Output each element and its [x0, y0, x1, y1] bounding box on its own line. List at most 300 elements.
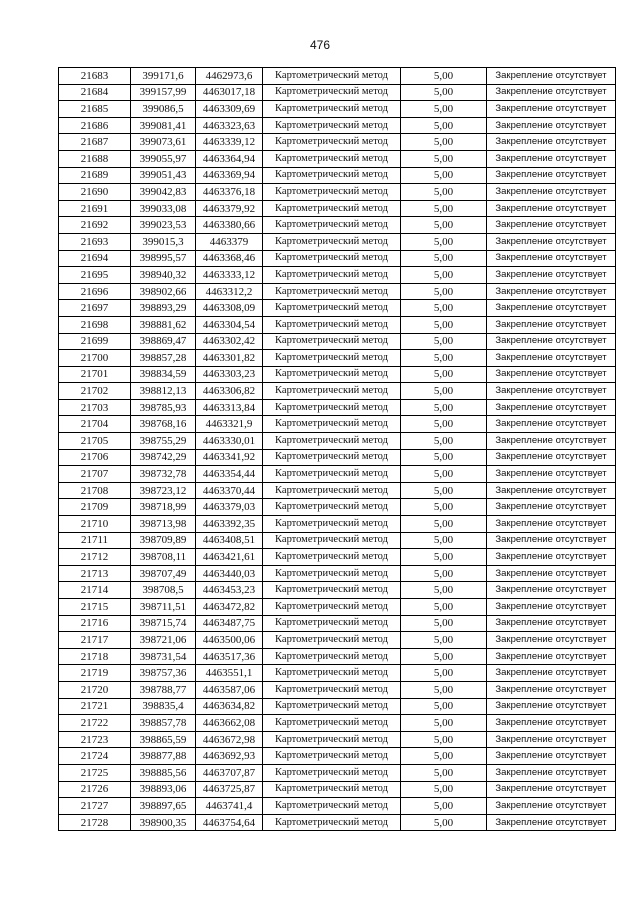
- fixation-cell: Закрепление отсутствует: [487, 599, 616, 616]
- x-coordinate-cell: 398834,59: [131, 366, 196, 383]
- point-number-cell: 21722: [59, 715, 131, 732]
- y-coordinate-cell: 4463313,84: [196, 399, 263, 416]
- fixation-cell: Закрепление отсутствует: [487, 549, 616, 566]
- y-coordinate-cell: 4463725,87: [196, 781, 263, 798]
- table-row: [59, 333, 616, 350]
- accuracy-cell: 5,00: [401, 333, 487, 350]
- point-number-cell: 21695: [59, 267, 131, 284]
- point-number-cell: 21687: [59, 134, 131, 151]
- fixation-cell: Закрепление отсутствует: [487, 798, 616, 815]
- y-coordinate-cell: 4463379,92: [196, 200, 263, 217]
- accuracy-cell: 5,00: [401, 267, 487, 284]
- method-cell: Картометрический метод: [263, 134, 401, 151]
- accuracy-cell: 5,00: [401, 217, 487, 234]
- table-row: [59, 449, 616, 466]
- fixation-cell: Закрепление отсутствует: [487, 84, 616, 101]
- method-cell: Картометрический метод: [263, 615, 401, 632]
- method-cell: Картометрический метод: [263, 549, 401, 566]
- accuracy-cell: 5,00: [401, 68, 487, 85]
- fixation-cell: Закрепление отсутствует: [487, 748, 616, 765]
- point-number-cell: 21709: [59, 499, 131, 516]
- method-cell: Картометрический метод: [263, 217, 401, 234]
- point-number-cell: 21691: [59, 200, 131, 217]
- fixation-cell: Закрепление отсутствует: [487, 516, 616, 533]
- method-cell: Картометрический метод: [263, 333, 401, 350]
- y-coordinate-cell: 4463323,63: [196, 117, 263, 134]
- method-cell: Картометрический метод: [263, 532, 401, 549]
- x-coordinate-cell: 398881,62: [131, 316, 196, 333]
- point-number-cell: 21727: [59, 798, 131, 815]
- point-number-cell: 21712: [59, 549, 131, 566]
- accuracy-cell: 5,00: [401, 698, 487, 715]
- accuracy-cell: 5,00: [401, 814, 487, 831]
- table-row: [59, 632, 616, 649]
- fixation-cell: Закрепление отсутствует: [487, 300, 616, 317]
- accuracy-cell: 5,00: [401, 167, 487, 184]
- x-coordinate-cell: 398900,35: [131, 814, 196, 831]
- fixation-cell: Закрепление отсутствует: [487, 134, 616, 151]
- y-coordinate-cell: 4463380,66: [196, 217, 263, 234]
- fixation-cell: Закрепление отсутствует: [487, 449, 616, 466]
- x-coordinate-cell: 398857,78: [131, 715, 196, 732]
- table-row: [59, 150, 616, 167]
- x-coordinate-cell: 398768,16: [131, 416, 196, 433]
- point-number-cell: 21717: [59, 632, 131, 649]
- point-number-cell: 21721: [59, 698, 131, 715]
- accuracy-cell: 5,00: [401, 731, 487, 748]
- table-row: [59, 167, 616, 184]
- method-cell: Картометрический метод: [263, 101, 401, 118]
- method-cell: Картометрический метод: [263, 184, 401, 201]
- table-row: [59, 549, 616, 566]
- method-cell: Картометрический метод: [263, 665, 401, 682]
- point-number-cell: 21692: [59, 217, 131, 234]
- point-number-cell: 21689: [59, 167, 131, 184]
- x-coordinate-cell: 398893,06: [131, 781, 196, 798]
- method-cell: Картометрический метод: [263, 632, 401, 649]
- method-cell: Картометрический метод: [263, 350, 401, 367]
- point-number-cell: 21696: [59, 283, 131, 300]
- table-row: [59, 267, 616, 284]
- method-cell: Картометрический метод: [263, 731, 401, 748]
- table-row: [59, 615, 616, 632]
- fixation-cell: Закрепление отсутствует: [487, 681, 616, 698]
- table-row: [59, 748, 616, 765]
- fixation-cell: Закрепление отсутствует: [487, 200, 616, 217]
- accuracy-cell: 5,00: [401, 150, 487, 167]
- accuracy-cell: 5,00: [401, 416, 487, 433]
- x-coordinate-cell: 399051,43: [131, 167, 196, 184]
- method-cell: Картометрический метод: [263, 84, 401, 101]
- point-number-cell: 21694: [59, 250, 131, 267]
- y-coordinate-cell: 4463369,94: [196, 167, 263, 184]
- fixation-cell: Закрепление отсутствует: [487, 217, 616, 234]
- x-coordinate-cell: 398940,32: [131, 267, 196, 284]
- x-coordinate-cell: 399055,97: [131, 150, 196, 167]
- x-coordinate-cell: 399171,6: [131, 68, 196, 85]
- x-coordinate-cell: 398713,98: [131, 516, 196, 533]
- x-coordinate-cell: 398788,77: [131, 681, 196, 698]
- accuracy-cell: 5,00: [401, 615, 487, 632]
- fixation-cell: Закрепление отсутствует: [487, 466, 616, 483]
- method-cell: Картометрический метод: [263, 150, 401, 167]
- fixation-cell: Закрепление отсутствует: [487, 482, 616, 499]
- y-coordinate-cell: 4463304,54: [196, 316, 263, 333]
- method-cell: Картометрический метод: [263, 582, 401, 599]
- fixation-cell: Закрепление отсутствует: [487, 565, 616, 582]
- method-cell: Картометрический метод: [263, 250, 401, 267]
- y-coordinate-cell: 4463392,35: [196, 516, 263, 533]
- x-coordinate-cell: 398755,29: [131, 433, 196, 450]
- accuracy-cell: 5,00: [401, 84, 487, 101]
- y-coordinate-cell: 4462973,6: [196, 68, 263, 85]
- table-row: [59, 781, 616, 798]
- x-coordinate-cell: 398902,66: [131, 283, 196, 300]
- accuracy-cell: 5,00: [401, 283, 487, 300]
- accuracy-cell: 5,00: [401, 632, 487, 649]
- y-coordinate-cell: 4463376,18: [196, 184, 263, 201]
- accuracy-cell: 5,00: [401, 715, 487, 732]
- table-row: [59, 715, 616, 732]
- accuracy-cell: 5,00: [401, 316, 487, 333]
- fixation-cell: Закрепление отсутствует: [487, 715, 616, 732]
- x-coordinate-cell: 398709,89: [131, 532, 196, 549]
- table-row: [59, 250, 616, 267]
- table-row: [59, 466, 616, 483]
- x-coordinate-cell: 398757,36: [131, 665, 196, 682]
- method-cell: Картометрический метод: [263, 283, 401, 300]
- x-coordinate-cell: 398865,59: [131, 731, 196, 748]
- accuracy-cell: 5,00: [401, 350, 487, 367]
- x-coordinate-cell: 399073,61: [131, 134, 196, 151]
- accuracy-cell: 5,00: [401, 582, 487, 599]
- method-cell: Картометрический метод: [263, 715, 401, 732]
- method-cell: Картометрический метод: [263, 698, 401, 715]
- x-coordinate-cell: 398785,93: [131, 399, 196, 416]
- point-number-cell: 21686: [59, 117, 131, 134]
- fixation-cell: Закрепление отсутствует: [487, 117, 616, 134]
- accuracy-cell: 5,00: [401, 383, 487, 400]
- table-row: [59, 117, 616, 134]
- point-number-cell: 21720: [59, 681, 131, 698]
- y-coordinate-cell: 4463303,23: [196, 366, 263, 383]
- point-number-cell: 21713: [59, 565, 131, 582]
- fixation-cell: Закрепление отсутствует: [487, 399, 616, 416]
- x-coordinate-cell: 398812,13: [131, 383, 196, 400]
- y-coordinate-cell: 4463741,4: [196, 798, 263, 815]
- x-coordinate-cell: 398995,57: [131, 250, 196, 267]
- x-coordinate-cell: 398742,29: [131, 449, 196, 466]
- table-row: [59, 565, 616, 582]
- fixation-cell: Закрепление отсутствует: [487, 233, 616, 250]
- table-row: [59, 200, 616, 217]
- y-coordinate-cell: 4463500,06: [196, 632, 263, 649]
- page-number: 476: [309, 38, 331, 52]
- y-coordinate-cell: 4463440,03: [196, 565, 263, 582]
- y-coordinate-cell: 4463453,23: [196, 582, 263, 599]
- accuracy-cell: 5,00: [401, 134, 487, 151]
- point-number-cell: 21726: [59, 781, 131, 798]
- point-number-cell: 21698: [59, 316, 131, 333]
- table-row: [59, 599, 616, 616]
- y-coordinate-cell: 4463587,06: [196, 681, 263, 698]
- method-cell: Картометрический метод: [263, 516, 401, 533]
- y-coordinate-cell: 4463321,9: [196, 416, 263, 433]
- y-coordinate-cell: 4463408,51: [196, 532, 263, 549]
- table-row: [59, 482, 616, 499]
- point-number-cell: 21725: [59, 764, 131, 781]
- y-coordinate-cell: 4463517,36: [196, 648, 263, 665]
- table-row: [59, 433, 616, 450]
- method-cell: Картометрический метод: [263, 233, 401, 250]
- point-number-cell: 21704: [59, 416, 131, 433]
- fixation-cell: Закрепление отсутствует: [487, 68, 616, 85]
- fixation-cell: Закрепление отсутствует: [487, 167, 616, 184]
- table-row: [59, 798, 616, 815]
- table-row: [59, 764, 616, 781]
- point-number-cell: 21699: [59, 333, 131, 350]
- x-coordinate-cell: 398715,74: [131, 615, 196, 632]
- x-coordinate-cell: 398732,78: [131, 466, 196, 483]
- coordinates-table: [58, 67, 616, 831]
- y-coordinate-cell: 4463368,46: [196, 250, 263, 267]
- table-row: [59, 184, 616, 201]
- table-row: [59, 84, 616, 101]
- y-coordinate-cell: 4463662,08: [196, 715, 263, 732]
- method-cell: Картометрический метод: [263, 300, 401, 317]
- y-coordinate-cell: 4463308,09: [196, 300, 263, 317]
- table-row: [59, 516, 616, 533]
- x-coordinate-cell: 398869,47: [131, 333, 196, 350]
- fixation-cell: Закрепление отсутствует: [487, 383, 616, 400]
- table-row: [59, 532, 616, 549]
- y-coordinate-cell: 4463333,12: [196, 267, 263, 284]
- x-coordinate-cell: 399157,99: [131, 84, 196, 101]
- fixation-cell: Закрепление отсутствует: [487, 267, 616, 284]
- y-coordinate-cell: 4463672,98: [196, 731, 263, 748]
- y-coordinate-cell: 4463301,82: [196, 350, 263, 367]
- table-row: [59, 283, 616, 300]
- y-coordinate-cell: 4463379: [196, 233, 263, 250]
- fixation-cell: Закрепление отсутствует: [487, 632, 616, 649]
- x-coordinate-cell: 398711,51: [131, 599, 196, 616]
- y-coordinate-cell: 4463339,12: [196, 134, 263, 151]
- point-number-cell: 21702: [59, 383, 131, 400]
- y-coordinate-cell: 4463341,92: [196, 449, 263, 466]
- fixation-cell: Закрепление отсутствует: [487, 150, 616, 167]
- point-number-cell: 21718: [59, 648, 131, 665]
- method-cell: Картометрический метод: [263, 466, 401, 483]
- fixation-cell: Закрепление отсутствует: [487, 665, 616, 682]
- method-cell: Картометрический метод: [263, 399, 401, 416]
- fixation-cell: Закрепление отсутствует: [487, 101, 616, 118]
- x-coordinate-cell: 398877,88: [131, 748, 196, 765]
- point-number-cell: 21706: [59, 449, 131, 466]
- accuracy-cell: 5,00: [401, 499, 487, 516]
- point-number-cell: 21707: [59, 466, 131, 483]
- x-coordinate-cell: 398708,11: [131, 549, 196, 566]
- point-number-cell: 21710: [59, 516, 131, 533]
- fixation-cell: Закрепление отсутствует: [487, 416, 616, 433]
- method-cell: Картометрический метод: [263, 748, 401, 765]
- fixation-cell: Закрепление отсутствует: [487, 350, 616, 367]
- point-number-cell: 21716: [59, 615, 131, 632]
- table-row: [59, 68, 616, 85]
- method-cell: Картометрический метод: [263, 565, 401, 582]
- x-coordinate-cell: 399086,5: [131, 101, 196, 118]
- fixation-cell: Закрепление отсутствует: [487, 532, 616, 549]
- y-coordinate-cell: 4463309,69: [196, 101, 263, 118]
- method-cell: Картометрический метод: [263, 117, 401, 134]
- accuracy-cell: 5,00: [401, 532, 487, 549]
- table-row: [59, 366, 616, 383]
- fixation-cell: Закрепление отсутствует: [487, 250, 616, 267]
- method-cell: Картометрический метод: [263, 814, 401, 831]
- x-coordinate-cell: 398857,28: [131, 350, 196, 367]
- fixation-cell: Закрепление отсутствует: [487, 615, 616, 632]
- x-coordinate-cell: 398885,56: [131, 764, 196, 781]
- table-row: [59, 698, 616, 715]
- y-coordinate-cell: 4463370,44: [196, 482, 263, 499]
- x-coordinate-cell: 399023,53: [131, 217, 196, 234]
- y-coordinate-cell: 4463302,42: [196, 333, 263, 350]
- accuracy-cell: 5,00: [401, 781, 487, 798]
- point-number-cell: 21684: [59, 84, 131, 101]
- accuracy-cell: 5,00: [401, 681, 487, 698]
- point-number-cell: 21719: [59, 665, 131, 682]
- point-number-cell: 21723: [59, 731, 131, 748]
- accuracy-cell: 5,00: [401, 184, 487, 201]
- y-coordinate-cell: 4463754,64: [196, 814, 263, 831]
- accuracy-cell: 5,00: [401, 366, 487, 383]
- y-coordinate-cell: 4463354,44: [196, 466, 263, 483]
- accuracy-cell: 5,00: [401, 599, 487, 616]
- method-cell: Картометрический метод: [263, 764, 401, 781]
- table-row: [59, 731, 616, 748]
- method-cell: Картометрический метод: [263, 599, 401, 616]
- table-row: [59, 134, 616, 151]
- accuracy-cell: 5,00: [401, 516, 487, 533]
- point-number-cell: 21693: [59, 233, 131, 250]
- y-coordinate-cell: 4463421,61: [196, 549, 263, 566]
- x-coordinate-cell: 399015,3: [131, 233, 196, 250]
- method-cell: Картометрический метод: [263, 433, 401, 450]
- x-coordinate-cell: 398707,49: [131, 565, 196, 582]
- y-coordinate-cell: 4463330,01: [196, 433, 263, 450]
- coordinates-table-body: [59, 68, 616, 831]
- point-number-cell: 21683: [59, 68, 131, 85]
- accuracy-cell: 5,00: [401, 648, 487, 665]
- y-coordinate-cell: 4463707,87: [196, 764, 263, 781]
- x-coordinate-cell: 398718,99: [131, 499, 196, 516]
- x-coordinate-cell: 398731,54: [131, 648, 196, 665]
- table-row: [59, 383, 616, 400]
- point-number-cell: 21690: [59, 184, 131, 201]
- x-coordinate-cell: 398893,29: [131, 300, 196, 317]
- point-number-cell: 21711: [59, 532, 131, 549]
- fixation-cell: Закрепление отсутствует: [487, 582, 616, 599]
- method-cell: Картометрический метод: [263, 383, 401, 400]
- point-number-cell: 21705: [59, 433, 131, 450]
- fixation-cell: Закрепление отсутствует: [487, 333, 616, 350]
- method-cell: Картометрический метод: [263, 416, 401, 433]
- fixation-cell: Закрепление отсутствует: [487, 814, 616, 831]
- method-cell: Картометрический метод: [263, 267, 401, 284]
- y-coordinate-cell: 4463487,75: [196, 615, 263, 632]
- table-row: [59, 648, 616, 665]
- accuracy-cell: 5,00: [401, 101, 487, 118]
- accuracy-cell: 5,00: [401, 250, 487, 267]
- accuracy-cell: 5,00: [401, 665, 487, 682]
- fixation-cell: Закрепление отсутствует: [487, 433, 616, 450]
- fixation-cell: Закрепление отсутствует: [487, 781, 616, 798]
- x-coordinate-cell: 398708,5: [131, 582, 196, 599]
- y-coordinate-cell: 4463017,18: [196, 84, 263, 101]
- accuracy-cell: 5,00: [401, 117, 487, 134]
- table-row: [59, 316, 616, 333]
- accuracy-cell: 5,00: [401, 399, 487, 416]
- table-row: [59, 101, 616, 118]
- fixation-cell: Закрепление отсутствует: [487, 283, 616, 300]
- table-row: [59, 814, 616, 831]
- x-coordinate-cell: 398897,65: [131, 798, 196, 815]
- y-coordinate-cell: 4463551,1: [196, 665, 263, 682]
- point-number-cell: 21688: [59, 150, 131, 167]
- y-coordinate-cell: 4463306,82: [196, 383, 263, 400]
- method-cell: Картометрический метод: [263, 681, 401, 698]
- point-number-cell: 21714: [59, 582, 131, 599]
- point-number-cell: 21685: [59, 101, 131, 118]
- table-row: [59, 582, 616, 599]
- method-cell: Картометрический метод: [263, 68, 401, 85]
- table-row: [59, 399, 616, 416]
- x-coordinate-cell: 399042,83: [131, 184, 196, 201]
- accuracy-cell: 5,00: [401, 233, 487, 250]
- method-cell: Картометрический метод: [263, 366, 401, 383]
- accuracy-cell: 5,00: [401, 449, 487, 466]
- table-row: [59, 681, 616, 698]
- table-row: [59, 665, 616, 682]
- accuracy-cell: 5,00: [401, 798, 487, 815]
- y-coordinate-cell: 4463634,82: [196, 698, 263, 715]
- accuracy-cell: 5,00: [401, 466, 487, 483]
- method-cell: Картометрический метод: [263, 781, 401, 798]
- accuracy-cell: 5,00: [401, 549, 487, 566]
- fixation-cell: Закрепление отсутствует: [487, 366, 616, 383]
- x-coordinate-cell: 398835,4: [131, 698, 196, 715]
- table-row: [59, 233, 616, 250]
- accuracy-cell: 5,00: [401, 200, 487, 217]
- y-coordinate-cell: 4463312,2: [196, 283, 263, 300]
- accuracy-cell: 5,00: [401, 748, 487, 765]
- y-coordinate-cell: 4463692,93: [196, 748, 263, 765]
- point-number-cell: 21708: [59, 482, 131, 499]
- point-number-cell: 21701: [59, 366, 131, 383]
- method-cell: Картометрический метод: [263, 499, 401, 516]
- accuracy-cell: 5,00: [401, 565, 487, 582]
- fixation-cell: Закрепление отсутствует: [487, 648, 616, 665]
- point-number-cell: 21715: [59, 599, 131, 616]
- point-number-cell: 21728: [59, 814, 131, 831]
- accuracy-cell: 5,00: [401, 764, 487, 781]
- table-row: [59, 350, 616, 367]
- fixation-cell: Закрепление отсутствует: [487, 764, 616, 781]
- y-coordinate-cell: 4463472,82: [196, 599, 263, 616]
- x-coordinate-cell: 398721,06: [131, 632, 196, 649]
- fixation-cell: Закрепление отсутствует: [487, 316, 616, 333]
- y-coordinate-cell: 4463379,03: [196, 499, 263, 516]
- method-cell: Картометрический метод: [263, 798, 401, 815]
